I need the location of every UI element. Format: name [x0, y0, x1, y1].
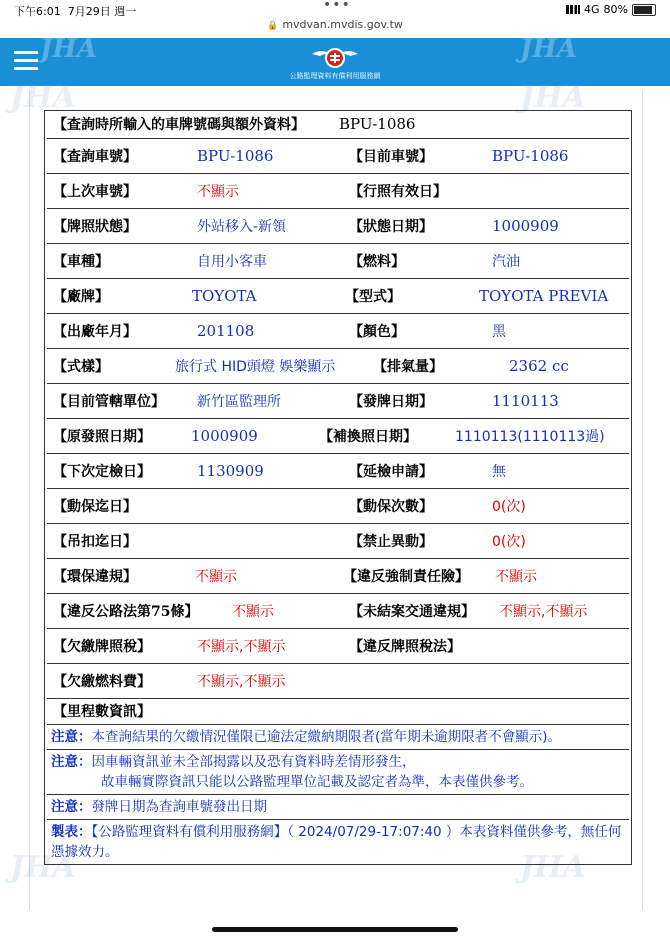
query-heading-label: 【查詢時所輸入的車牌號碼與額外資料】 [53, 117, 305, 133]
field-label: 【查詢車號】 [53, 148, 137, 165]
status-bar [0, 0, 670, 20]
field-value: 1110113(1110113過) [455, 428, 605, 445]
field-value: 不顯示 [495, 568, 537, 585]
table-row [47, 664, 629, 699]
field-value: 汽油 [492, 253, 520, 270]
field-value: 201108 [197, 321, 255, 340]
network-label: 4G [584, 3, 600, 16]
note-text: 【公路監理資料有償利用服務網】（ 2024/07/29-17:07:40 ）本表資料僅供參考，無任何憑據效力。 [51, 824, 622, 860]
field-value: TOYOTA PREVIA [479, 286, 609, 305]
table-row [47, 314, 629, 349]
notice-note [47, 725, 629, 750]
note-tag: 注意： [51, 729, 92, 745]
field-label: 【欠繳牌照稅】 [53, 638, 151, 655]
field-label: 【欠繳燃料費】 [53, 673, 151, 690]
signal-icon [566, 5, 580, 14]
field-value: 2362 cc [509, 356, 569, 375]
watermark-logo: JHA [10, 850, 76, 885]
report-container [10, 80, 643, 910]
field-label: 【顏色】 [349, 323, 405, 340]
table-row [47, 454, 629, 489]
table-row [47, 629, 629, 664]
field-label: 【燃料】 [349, 253, 405, 270]
field-value: 新竹區監理所 [197, 393, 281, 410]
notice-note [47, 795, 629, 820]
home-indicator[interactable] [212, 927, 458, 932]
field-label: 【原發照日期】 [53, 428, 151, 445]
field-label: 【補換照日期】 [319, 428, 417, 445]
field-value: 0(次) [492, 533, 526, 550]
field-label: 【動保迄日】 [53, 498, 137, 515]
field-value: 不顯示 [197, 183, 239, 200]
table-row [47, 489, 629, 524]
note-text: 發牌日期為查詢車號發出日期 [91, 799, 267, 815]
site-header [0, 34, 670, 86]
table-row [47, 384, 629, 419]
field-label: 【下次定檢日】 [53, 463, 151, 480]
site-title: 公路監理資料有償利用服務網 [289, 72, 381, 80]
table-row [47, 209, 629, 244]
field-label: 【牌照狀態】 [53, 218, 137, 235]
field-label: 【違反強制責任險】 [343, 568, 469, 585]
field-label: 【延檢申請】 [349, 463, 433, 480]
status-time: 下午6:01 7月29日 週一 [14, 5, 137, 18]
field-label: 【發牌日期】 [349, 393, 433, 410]
field-label: 【未結案交通違規】 [349, 603, 475, 620]
field-label: 【環保違規】 [53, 568, 137, 585]
notice-note [47, 750, 629, 795]
note-tag: 注意： [51, 799, 92, 815]
field-label: 【違反公路法第75條】 [53, 603, 199, 620]
watermark-logo: JHA [10, 80, 76, 115]
lock-icon: 🔒 [267, 21, 279, 31]
battery-icon [632, 4, 656, 16]
table-row [47, 349, 629, 384]
field-value: 1000909 [492, 216, 559, 235]
field-label: 【車種】 [53, 253, 109, 270]
field-value: 黑 [492, 323, 506, 340]
field-value: BPU-1086 [197, 146, 274, 165]
note-text: 因車輛資訊並未全部揭露以及恐有資料時差情形發生， [91, 754, 416, 770]
vehicle-info-table [44, 110, 632, 865]
field-label: 【吊扣迄日】 [53, 533, 137, 550]
query-heading-value: BPU-1086 [339, 115, 416, 133]
note-tag: 製表： [51, 824, 92, 840]
status-right [566, 3, 656, 16]
table-row [47, 559, 629, 594]
field-label: 【動保次數】 [349, 498, 433, 515]
field-value: TOYOTA [192, 286, 257, 305]
field-label: 【出廠年月】 [53, 323, 137, 340]
watermark-logo: JHA [520, 850, 586, 885]
table-row [47, 244, 629, 279]
note-text: 故車輛實際資訊只能以公路監理單位記載及認定者為準，本表僅供參考。 [101, 774, 533, 790]
field-label: 【廠牌】 [53, 288, 109, 305]
mileage-heading-row [47, 699, 629, 725]
watermark-logo: JHA [520, 34, 578, 64]
field-label: 【狀態日期】 [349, 218, 433, 235]
agency-logo-icon [310, 40, 360, 72]
query-heading-row [47, 111, 629, 139]
field-label: 【禁止異動】 [349, 533, 433, 550]
field-value: 不顯示,不顯示 [499, 603, 588, 620]
note-tag: 注意： [51, 754, 92, 770]
field-value: 旅行式 HID頭燈 娛樂顯示 [175, 358, 336, 375]
watermark-logo: JHA [40, 34, 98, 64]
field-value: 不顯示,不顯示 [197, 638, 286, 655]
field-value: 外站移入-新領 [197, 218, 287, 235]
disclaimer-note [47, 820, 629, 864]
battery-percent: 80% [603, 3, 628, 16]
field-value: 無 [492, 463, 506, 480]
field-value: 不顯示 [232, 603, 274, 620]
table-row [47, 139, 629, 174]
field-label: 【違反牌照稅法】 [349, 638, 461, 655]
field-value: 1000909 [191, 426, 258, 445]
field-value: 自用小客車 [197, 253, 267, 270]
field-label: 【型式】 [345, 288, 401, 305]
field-value: 1110113 [492, 391, 559, 410]
field-value: 1130909 [197, 461, 264, 480]
address-bar[interactable] [0, 18, 670, 38]
field-label: 【上次車號】 [53, 183, 137, 200]
field-value: 不顯示 [195, 568, 237, 585]
table-row [47, 594, 629, 629]
note-text: 本查詢結果的欠繳情況僅限已逾法定繳納期限者(當年期未逾期限者不會顯示)。 [91, 729, 562, 745]
watermark-logo: JHA [520, 80, 586, 115]
field-label: 【式樣】 [53, 358, 109, 375]
field-value: BPU-1086 [492, 146, 569, 165]
table-row [47, 279, 629, 314]
url-text: mvdvan.mvdis.gov.tw [282, 18, 403, 31]
table-row [47, 524, 629, 559]
field-label: 【目前車號】 [349, 148, 433, 165]
table-row [47, 419, 629, 454]
hamburger-menu-button[interactable] [14, 51, 38, 71]
field-label: 【排氣量】 [373, 358, 443, 375]
table-row [47, 174, 629, 209]
multitask-dots-icon[interactable]: ••• [323, 0, 351, 13]
field-value: 0(次) [492, 498, 526, 515]
field-value: 不顯示,不顯示 [197, 673, 286, 690]
field-label: 【目前管轄單位】 [53, 393, 165, 410]
field-label: 【行照有效日】 [349, 183, 447, 200]
mileage-heading: 【里程數資訊】 [53, 704, 151, 720]
